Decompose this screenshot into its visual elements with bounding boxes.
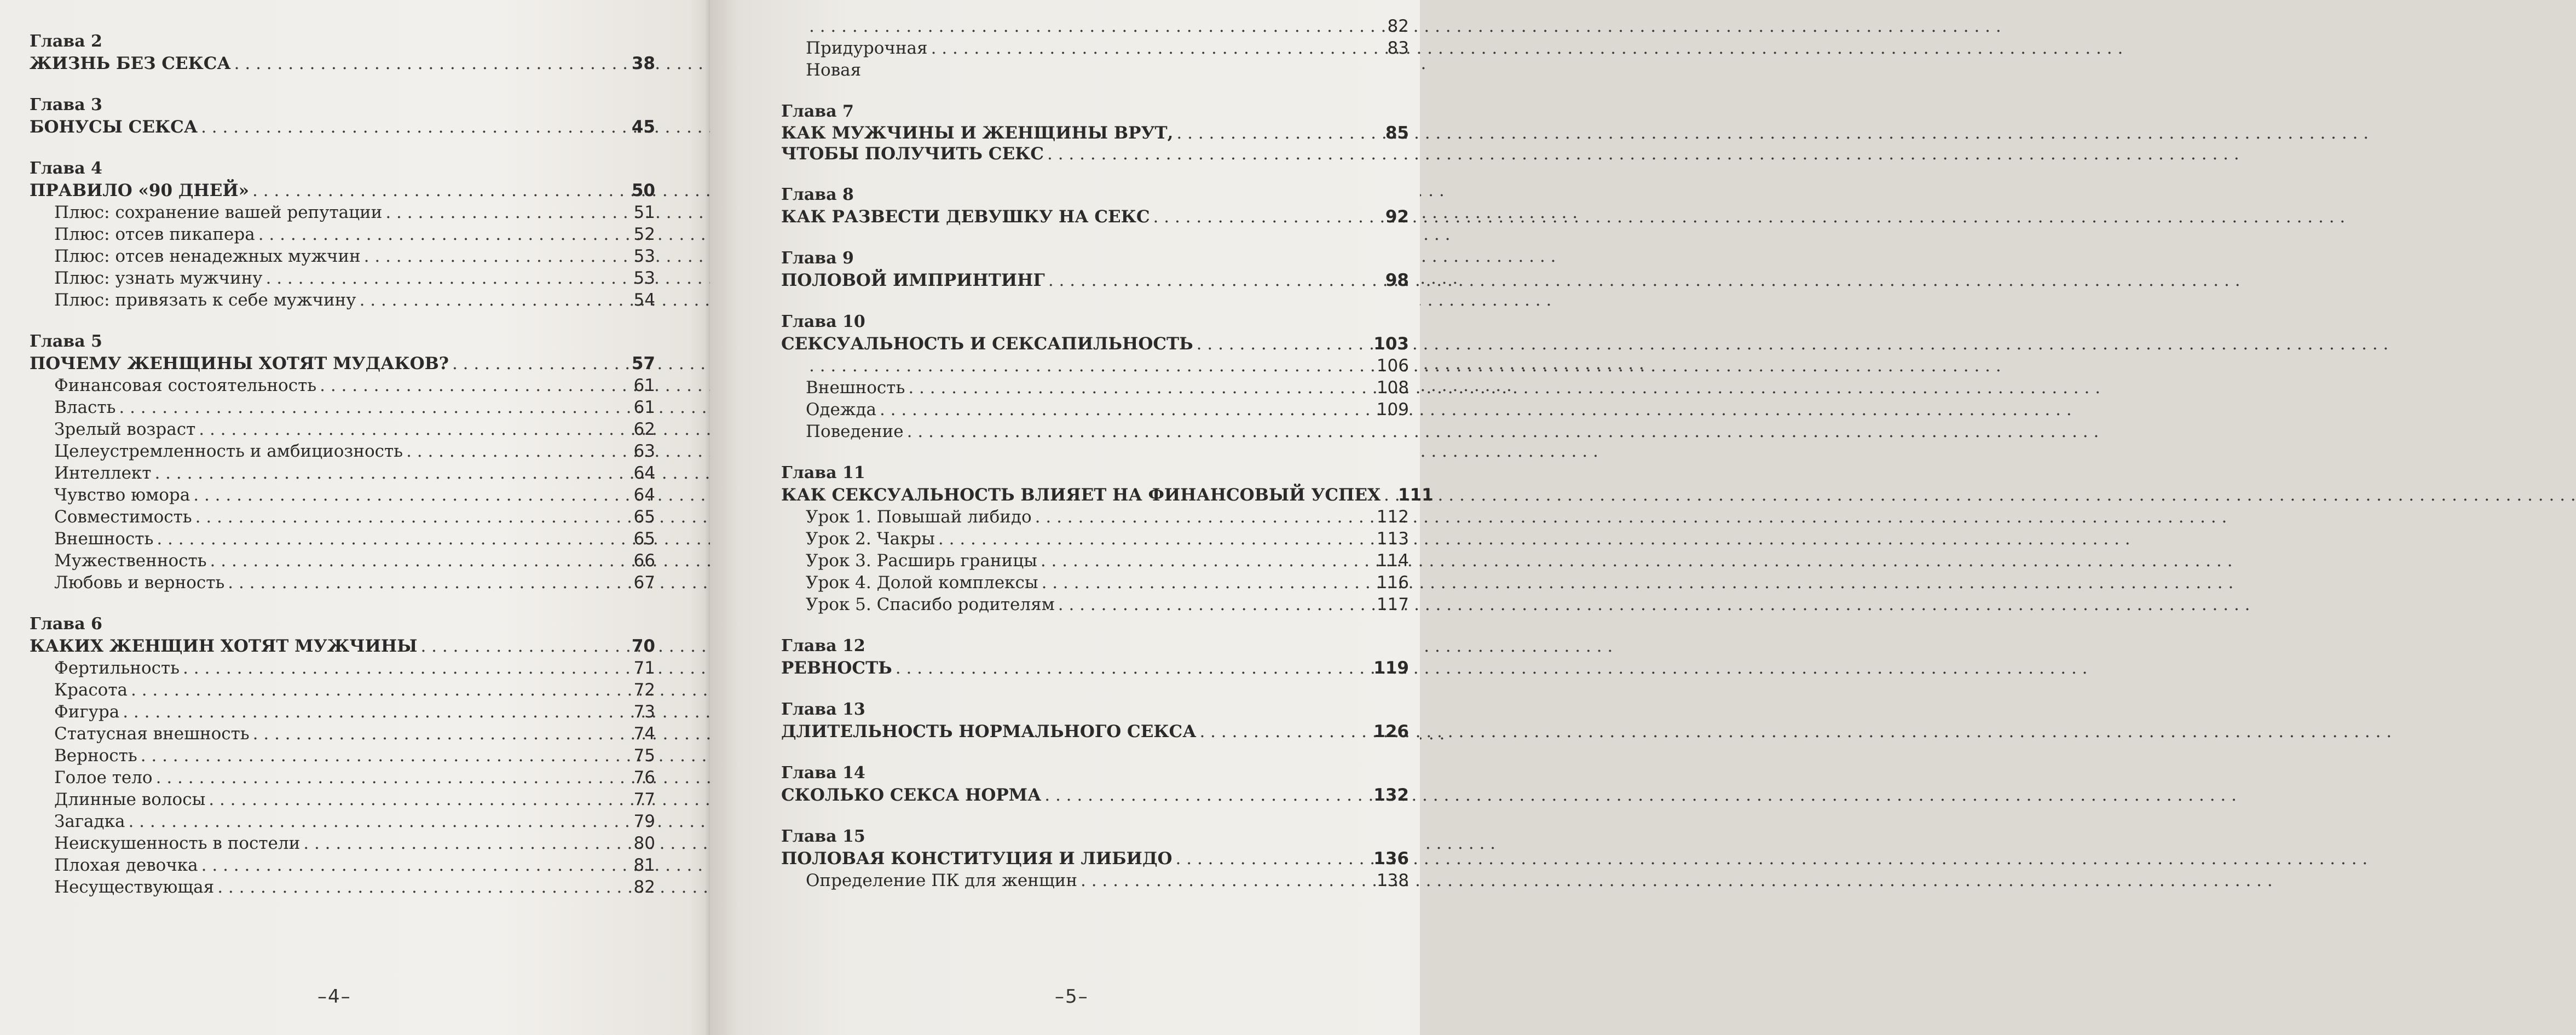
chapter-title-row-2 [781,143,1409,164]
page-number: 65 [633,529,655,549]
entry-title: Плюс: сохранение вашей репутации [54,203,383,222]
entry-title: Плюс: привязать к себе мужчину [54,290,356,310]
page-number: 116 [1376,573,1409,593]
leader-dots [1176,848,1371,870]
leader-dots [141,745,631,767]
entry-title: Зрелый возраст [54,419,196,439]
leader-dots [128,810,630,832]
page-number: 45 [631,117,655,137]
chapter-label: Глава 15 [781,827,865,846]
chapter-title: КАКИХ ЖЕНЩИН ХОТЯТ МУЖЧИНЫ [30,636,418,656]
leader-dots [258,223,631,245]
leader-dots [1042,572,1373,594]
entry-title: Статусная внешность [54,724,250,744]
toc-entry [781,355,1409,377]
leader-dots [1044,784,1370,806]
toc-entry [781,421,1409,442]
leader-dots [809,15,1384,37]
entry-title: Длинные волосы [54,790,206,809]
entry-title: Урок 4. Долой комплексы [806,573,1038,593]
page-number-footer: –4– [317,986,351,1008]
page-number: 82 [1387,16,1409,36]
toc-entry [30,810,655,832]
page-number: 132 [1373,785,1409,805]
chapter-title-row [781,484,1434,506]
leader-dots [228,572,630,594]
leader-dots [1048,269,1382,291]
chapter-2 [30,31,655,74]
leader-dots [183,657,631,679]
toc-entry [30,745,655,767]
toc-entry [781,870,1409,892]
leader-dots [364,245,631,267]
page-number: 113 [1376,529,1409,549]
entry-title: Плюс: отсев ненадежных мужчин [54,246,361,266]
chapter-label: Глава 5 [30,332,102,351]
chapter-title-row [30,116,655,138]
toc-entry [30,396,655,418]
chapter-title: ПОЛОВОЙ ИМПРИНТИНГ [781,271,1045,290]
toc-entry [30,528,655,550]
toc-entry [30,245,655,267]
leader-dots [1199,721,1370,743]
chapter-title-row [781,123,1409,143]
chapter-title-row [781,269,1409,291]
page-number: 53 [633,268,655,288]
leader-dots [193,484,630,506]
chapter-label: Глава 6 [30,614,102,634]
chapter-label: Глава 12 [781,636,865,656]
page-number: 65 [633,507,655,527]
toc-entry [30,723,655,745]
page-number: 117 [1376,595,1409,614]
leader-dots [908,377,1373,399]
entry-title: Новая [806,60,862,80]
page-number: 71 [633,658,655,678]
chapter-title: ЖИЗНЬ БЕЗ СЕКСА [30,54,231,73]
chapter-label: Глава 14 [781,763,865,783]
toc-entry [30,550,655,572]
chapter-title: СКОЛЬКО СЕКСА НОРМА [781,785,1042,805]
chapter-title: КАК СЕКСУАЛЬНОСТЬ ВЛИЯЕТ НА ФИНАНСОВЫЙ УСПЕХ [781,485,1381,505]
entry-title: Поведение [806,422,904,441]
left-page [0,0,710,1035]
leader-dots [131,679,631,701]
chapter-title-row [781,206,1409,228]
entry-title: Плохая девочка [54,855,198,875]
leader-dots [406,440,630,462]
chapter-title-row [30,353,655,375]
leader-dots [201,854,631,876]
leader-dots [385,202,630,223]
page-number: 109 [1376,400,1409,419]
leader-dots [880,399,1373,421]
leader-dots [195,506,631,528]
entry-title: Неискушенность в постели [54,833,301,853]
chapter-title-row [781,333,1409,355]
chapter-14 [781,762,1409,806]
toc-entry [30,418,655,440]
page-number: 73 [633,702,655,722]
chapter-title-row [781,657,1409,679]
page-number: 81 [633,855,655,875]
leader-dots [210,550,631,572]
entry-title: Плюс: узнать мужчину [54,268,263,288]
page-number: 114 [1376,551,1409,571]
leader-dots [1047,143,1406,164]
leader-dots [234,53,628,74]
chapter-label: Глава 2 [30,32,102,51]
entry-title: Фертильность [54,658,180,678]
page-number: 85 [1385,123,1409,143]
chapter-label: Глава 11 [781,463,865,482]
leader-dots [156,767,631,789]
toc-entry [30,223,655,245]
page-number: 51 [633,203,655,222]
entry-title: Придурочная [806,38,928,58]
page-number: 53 [633,246,655,266]
toc-entry [30,484,655,506]
page-number: 67 [633,573,655,593]
page-number: 82 [633,877,655,897]
right-page [710,0,1434,1035]
page-number: 57 [631,354,655,373]
chapter-title: КАК РАЗВЕСТИ ДЕВУШКУ НА СЕКС [781,207,1150,227]
page-number: 50 [631,181,655,200]
toc-entry [30,375,655,396]
entry-title: Плюс: отсев пикапера [54,225,255,244]
page-number: 79 [633,812,655,831]
chapter-12 [781,635,1409,679]
toc-entry [30,767,655,789]
page-number: 75 [633,746,655,766]
chapter-9 [781,248,1409,291]
page-number: 103 [1373,334,1409,354]
leader-dots [265,267,630,289]
page-number: 92 [1385,207,1409,227]
page-number: 62 [633,419,655,439]
toc-entry [30,854,655,876]
toc-entry [781,59,1409,81]
toc-entry [30,440,655,462]
chapter-5 [30,331,655,594]
entry-title: Определение ПК для женщин [806,871,1077,890]
page-number-footer: –5– [1055,986,1089,1008]
leader-dots [1035,506,1373,528]
page-number: 72 [633,680,655,700]
page-number: 83 [1387,38,1409,58]
toc-entry [30,289,655,311]
chapter-label: Глава 10 [781,312,865,331]
entry-title: Совместимость [54,507,192,527]
continued-entries [781,15,1409,81]
toc-right [781,15,1434,892]
toc-entry [781,15,1409,37]
toc-entry [781,377,1409,399]
chapter-label: Глава 7 [781,102,854,121]
leader-dots [1197,333,1371,355]
page-number: 119 [1373,658,1409,678]
leader-dots [253,723,631,745]
chapter-title-row [781,784,1409,806]
chapter-title: ПРАВИЛО «90 ДНЕЙ» [30,181,249,200]
chapter-6 [30,613,655,898]
leader-dots [1058,594,1373,616]
chapter-title-row [781,848,1409,870]
leader-dots [1153,206,1382,228]
leader-dots [452,353,628,375]
toc-entry [30,876,655,898]
leader-dots [320,375,630,396]
entry-title: Несуществующая [54,877,215,897]
entry-title: Верность [54,746,137,766]
chapter-4 [30,158,655,311]
entry-title: Власть [54,398,116,417]
chapter-title: СЕКСУАЛЬНОСТЬ И СЕКСАПИЛЬНОСТЬ [781,334,1193,354]
chapter-title-row [781,721,1409,743]
leader-dots [809,355,1373,377]
chapter-title: ПОЧЕМУ ЖЕНЩИНЫ ХОТЯТ МУДАКОВ? [30,354,449,373]
entry-title: Целеустремленность и амбициозность [54,441,403,461]
chapter-title: РЕВНОСТЬ [781,658,892,678]
page-number: 64 [633,485,655,505]
page-number: 63 [633,441,655,461]
toc-entry [781,37,1409,59]
page-number: 80 [633,833,655,853]
toc-entry [30,202,655,223]
leader-dots [896,657,1371,679]
toc-entry [781,528,1409,550]
chapter-title: ПОЛОВАЯ КОНСТИТУЦИЯ И ЛИБИДО [781,849,1173,869]
leader-dots [252,180,628,202]
leader-dots [199,418,630,440]
leader-dots [209,789,630,810]
leader-dots [119,396,630,418]
leader-dots [907,421,1406,442]
toc-entry [30,679,655,701]
toc-entry [30,657,655,679]
page-number: 106 [1376,356,1409,376]
toc-entry [781,572,1409,594]
toc-entry [30,789,655,810]
entry-title: Финансовая состоятельность [54,376,317,395]
entry-title: Внешность [806,378,905,398]
chapter-3 [30,94,655,138]
leader-dots [154,462,630,484]
toc-left [30,31,655,898]
page-number: 70 [631,636,655,656]
toc-entry [781,506,1409,528]
leader-dots [123,701,630,723]
leader-dots [360,289,631,311]
chapter-15 [781,826,1409,892]
leader-dots [420,635,628,657]
chapter-title: БОНУСЫ СЕКСА [30,117,198,137]
entry-title: Фигура [54,702,120,722]
toc-entry [30,701,655,723]
toc-entry [781,594,1409,616]
leader-dots [217,876,630,898]
leader-dots [1041,550,1373,572]
leader-dots [938,528,1373,550]
toc-entry [30,832,655,854]
leader-dots [1081,870,1373,892]
page-number: 108 [1376,378,1409,398]
toc-entry [30,462,655,484]
chapter-label: Глава 4 [30,159,102,178]
entry-title: Любовь и верность [54,573,225,593]
chapter-title: ДЛИТЕЛЬНОСТЬ НОРМАЛЬНОГО СЕКСА [781,722,1197,741]
chapter-label: Глава 8 [781,185,854,204]
chapter-label: Глава 13 [781,700,865,719]
entry-title: Урок 1. Повышай либидо [806,507,1032,527]
entry-title: Урок 5. Спасибо родителям [806,595,1055,614]
page-number: 38 [631,54,655,73]
page-number: 112 [1376,507,1409,527]
toc-entry [781,550,1409,572]
leader-dots [303,832,630,854]
entry-title: Интеллект [54,463,152,483]
page-number: 52 [633,225,655,244]
leader-dots [201,116,628,138]
page-number: 54 [633,290,655,310]
page-number: 98 [1385,271,1409,290]
chapter-10 [781,311,1409,442]
entry-title: Мужественность [54,551,207,571]
leader-dots [157,528,630,550]
page-number: 64 [633,463,655,483]
entry-title: Одежда [806,400,876,419]
leader-dots [1176,123,1382,143]
page-number: 138 [1376,871,1409,890]
entry-title: Урок 2. Чакры [806,529,935,549]
entry-title: Урок 3. Расширь границы [806,551,1037,571]
entry-title: Красота [54,680,128,700]
chapter-title-row [30,180,655,202]
toc-entry [30,506,655,528]
toc-entry [781,399,1409,421]
chapter-title-continued: ЧТОБЫ ПОЛУЧИТЬ СЕКС [781,144,1044,164]
entry-title: Голое тело [54,768,153,787]
chapter-11 [781,462,1434,616]
page-number: 136 [1373,849,1409,869]
chapter-label: Глава 3 [30,95,102,114]
page-number: 61 [633,398,655,417]
page-number: 76 [633,768,655,787]
toc-entry [30,572,655,594]
entry-title: Чувство юмора [54,485,190,505]
chapter-title-row [30,635,655,657]
chapter-8 [781,184,1409,228]
leader-dots [931,37,1384,59]
entry-title: Внешность [54,529,154,549]
chapter-title: КАК МУЖЧИНЫ И ЖЕНЩИНЫ ВРУТ, [781,123,1174,143]
chapter-13 [781,699,1409,743]
page-number: 61 [633,376,655,395]
chapter-title-row [30,53,655,74]
page-number: 126 [1373,722,1409,741]
page-number: 77 [633,790,655,809]
toc-entry [30,267,655,289]
page-number: 111 [1398,485,1434,505]
entry-title: Загадка [54,812,125,831]
page-number: 74 [633,724,655,744]
page-number: 66 [633,551,655,571]
leader-dots [1384,484,1395,506]
chapter-label: Глава 9 [781,249,854,268]
chapter-7 [781,101,1409,164]
